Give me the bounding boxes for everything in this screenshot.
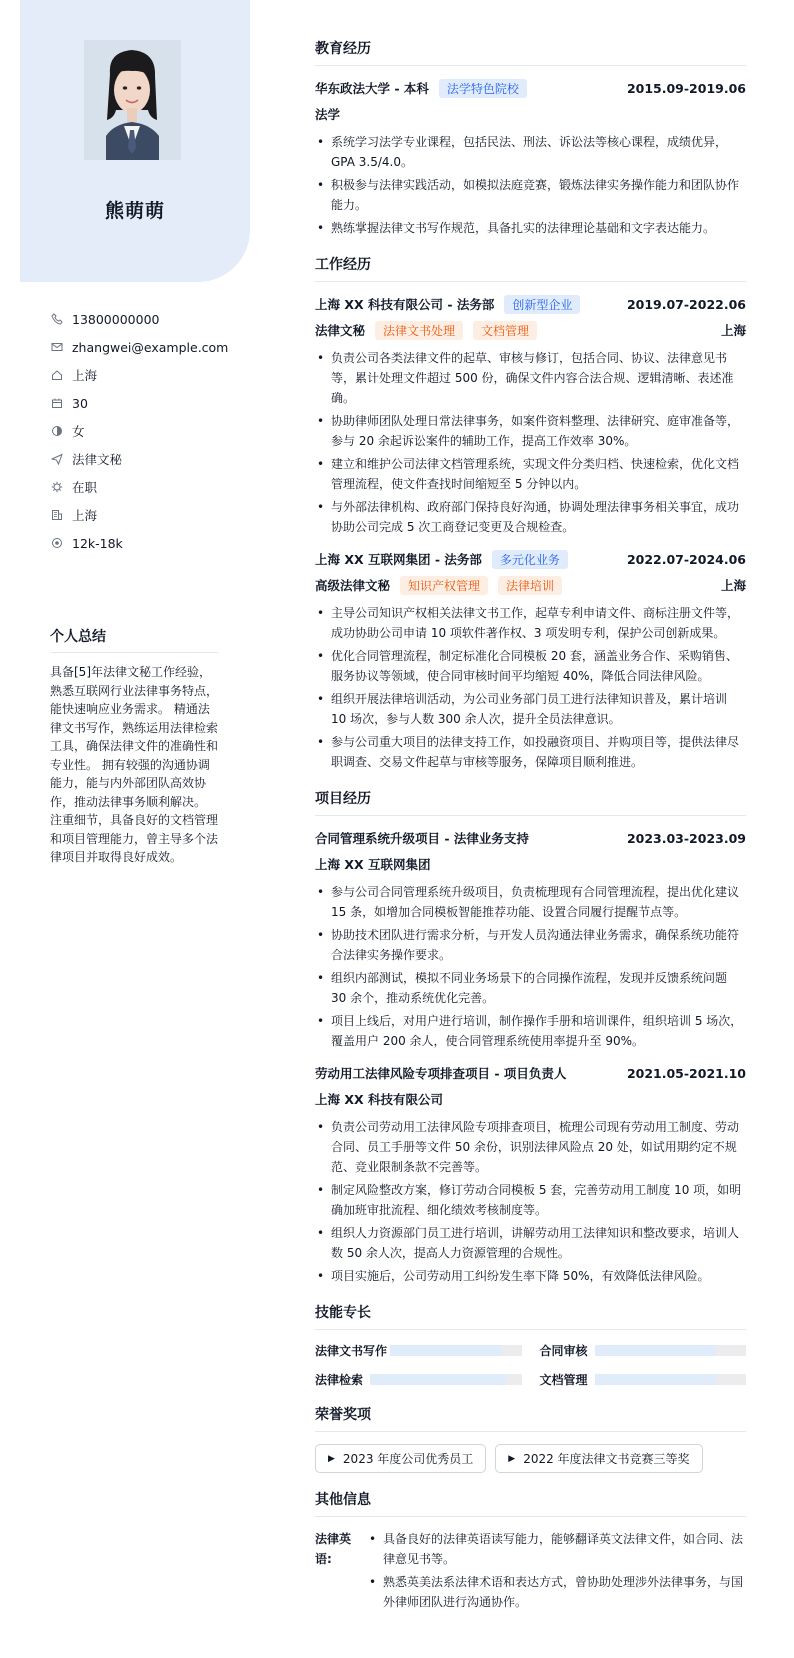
summary-section bbox=[50, 626, 218, 867]
list-item: • 负责公司各类法律文件的起草、审核与修订，包括合同、协议、法律意见书等，累计处理文件超过 500 份，确保文件内容合法合规、逻辑清晰、表述准确。 bbox=[315, 348, 746, 408]
projects-section bbox=[315, 788, 746, 1286]
list-item: • 具备良好的法律英语读写能力，能够翻译英文法律文件，如合同、法律意见书等。 bbox=[367, 1529, 746, 1569]
phone-icon bbox=[50, 312, 64, 326]
other-section bbox=[315, 1489, 746, 1615]
skills-section bbox=[315, 1302, 746, 1388]
skill-item bbox=[540, 1371, 747, 1388]
summary-title: 个人总结 bbox=[50, 626, 218, 653]
education-header bbox=[315, 78, 746, 98]
awards-section bbox=[315, 1404, 746, 1473]
other-content bbox=[315, 1529, 746, 1615]
info-position-value: 法律文秘 bbox=[72, 452, 123, 467]
skill-name: 文档管理 bbox=[539, 1373, 588, 1387]
contact-info-list bbox=[50, 305, 228, 557]
list-item: • 熟练掌握法律文书写作规范，具备扎实的法律理论基础和文字表达能力。 bbox=[315, 218, 746, 238]
education-major: 法学 bbox=[315, 107, 341, 122]
skill-bar-fill bbox=[595, 1374, 716, 1385]
list-item: • 参与公司合同管理系统升级项目，负责梳理现有合同管理流程，提出优化建议 15 条，如增加合同模板智能推荐功能、设置合同履行提醒节点等。 bbox=[315, 882, 746, 922]
skill-item bbox=[315, 1371, 522, 1388]
send-icon bbox=[50, 452, 64, 466]
info-phone bbox=[50, 305, 228, 333]
project-org: 上海 XX 科技有限公司 bbox=[315, 1092, 443, 1107]
projects-title: 项目经历 bbox=[315, 788, 746, 816]
role-tag: 知识产权管理 bbox=[400, 576, 488, 595]
skill-bar bbox=[595, 1374, 747, 1385]
project-period: 2023.03-2023.09 bbox=[626, 830, 746, 846]
work-header bbox=[315, 549, 746, 569]
info-email bbox=[50, 333, 228, 361]
list-item: • 建立和维护公司法律文档管理系统，实现文件分类归档、快速检索，优化文档管理流程，使文件查找时间缩短至 5 分钟以内。 bbox=[315, 454, 746, 494]
work-role: 法律文秘 bbox=[315, 323, 366, 338]
list-item: • 主导公司知识产权相关法律文书工作，起草专利申请文件、商标注册文件等，成功协助公司申请 10 项软件著作权、3 项发明专利，保护公司创新成果。 bbox=[315, 603, 746, 643]
candidate-name: 熊萌萌 bbox=[104, 200, 165, 222]
project-bullets bbox=[315, 882, 746, 1051]
list-item: • 与外部法律机构、政府部门保持良好沟通，协调处理法律事务相关事宜，成功协助公司完成 5 次工商登记变更及合规检查。 bbox=[315, 497, 746, 537]
list-item: • 优化合同管理流程，制定标准化合同模板 20 套，涵盖业务合作、采购销售、服务协议等领域，使合同审核时间平均缩短 40%，降低合同法律风险。 bbox=[315, 646, 746, 686]
list-item: • 制定风险整改方案，修订劳动合同模板 5 套，完善劳动用工制度 10 项，如明确加班审批流程、细化绩效考核制度等。 bbox=[315, 1180, 746, 1220]
role-tag: 法律培训 bbox=[498, 576, 562, 595]
skill-name: 法律文书写作 bbox=[315, 1344, 388, 1358]
work-role-row bbox=[315, 320, 746, 340]
list-item: • 组织开展法律培训活动，为公司业务部门员工进行法律知识普及，累计培训 10 场次，参与人数 300 余人次，提升全员法律意识。 bbox=[315, 689, 746, 729]
skill-bar-fill bbox=[595, 1345, 716, 1356]
play-icon: ▶ bbox=[328, 1453, 335, 1464]
list-item: • 协助技术团队进行需求分析，与开发人员沟通法律业务需求，确保系统功能符合法律实务操作要求。 bbox=[315, 925, 746, 965]
info-target-city-value: 上海 bbox=[72, 508, 98, 523]
work-period: 2019.07-2022.06 bbox=[626, 296, 746, 312]
education-title: 教育经历 bbox=[315, 38, 746, 66]
role-tag: 文档管理 bbox=[473, 321, 537, 340]
award-label: 2023 年度公司优秀员工 bbox=[342, 1452, 474, 1466]
list-item: • 组织人力资源部门员工进行培训，讲解劳动用工法律知识和整改要求，培训人数 50 余人次，提高人力资源管理的合规性。 bbox=[315, 1223, 746, 1263]
work-title: 工作经历 bbox=[315, 254, 746, 282]
status-icon bbox=[50, 480, 64, 494]
skill-bar bbox=[390, 1345, 522, 1356]
project-name: 劳动用工法律风险专项排查项目 - 项目负责人 bbox=[315, 1066, 567, 1081]
project-header bbox=[315, 1063, 746, 1083]
education-section bbox=[315, 38, 746, 238]
building-icon bbox=[50, 508, 64, 522]
award-item bbox=[315, 1444, 486, 1473]
skill-name: 法律检索 bbox=[315, 1373, 364, 1387]
role-tag: 法律文书处理 bbox=[375, 321, 463, 340]
list-item: • 系统学习法学专业课程，包括民法、刑法、诉讼法等核心课程，成绩优异，GPA 3.5/4.0。 bbox=[315, 132, 746, 172]
info-age bbox=[50, 389, 228, 417]
education-period: 2015.09-2019.06 bbox=[626, 80, 746, 96]
skill-bar bbox=[595, 1345, 747, 1356]
work-bullets bbox=[315, 603, 746, 772]
project-name: 合同管理系统升级项目 - 法律业务支持 bbox=[315, 831, 529, 846]
skill-bar-fill bbox=[370, 1374, 506, 1385]
skill-name: 合同审核 bbox=[539, 1344, 588, 1358]
company-tag: 多元化业务 bbox=[492, 550, 568, 569]
work-bullets bbox=[315, 348, 746, 537]
info-city bbox=[50, 361, 228, 389]
info-age-value: 30 bbox=[72, 395, 88, 411]
skills-title: 技能专长 bbox=[315, 1302, 746, 1330]
education-bullets bbox=[315, 132, 746, 238]
work-section bbox=[315, 254, 746, 772]
work-entry bbox=[315, 294, 746, 537]
play-icon: ▶ bbox=[508, 1453, 516, 1464]
profile-card bbox=[20, 0, 250, 282]
home-icon bbox=[50, 368, 64, 382]
list-item: • 积极参与法律实践活动，如模拟法庭竞赛，锻炼法律实务操作能力和团队协作能力。 bbox=[315, 175, 746, 215]
info-email-value: zhangwei@example.com bbox=[72, 339, 229, 355]
award-label: 2022 年度法律文书竞赛三等奖 bbox=[523, 1452, 690, 1466]
info-salary bbox=[50, 529, 228, 557]
school-name: 华东政法大学 - 本科 bbox=[315, 81, 429, 96]
work-role: 高级法律文秘 bbox=[315, 578, 391, 593]
work-header bbox=[315, 294, 746, 314]
project-org-row bbox=[315, 854, 746, 874]
mail-icon bbox=[50, 340, 64, 354]
work-role-row bbox=[315, 575, 746, 595]
school-tag: 法学特色院校 bbox=[439, 79, 527, 98]
gender-icon bbox=[50, 424, 64, 438]
list-item: • 项目上线后，对用户进行培训，制作操作手册和培训课件，组织培训 5 场次，覆盖用户 200 余人，使合同管理系统使用率提升至 90%。 bbox=[315, 1011, 746, 1051]
project-org-row bbox=[315, 1089, 746, 1109]
project-header bbox=[315, 828, 746, 848]
project-org: 上海 XX 互联网集团 bbox=[315, 857, 431, 872]
info-phone-value: 13800000000 bbox=[72, 311, 160, 327]
salary-icon bbox=[50, 536, 64, 550]
summary-text: 具备[5]年法律文秘工作经验，熟悉互联网行业法律事务特点，能快速响应业务需求。 精通法律文书写作，熟练运用法律检索工具，确保法律文件的准确性和专业性。 拥有较强的沟通协调能力，能与内外部团队高效协作，推动法律事务顺利解决。 注重细节，具备良好的文档管理和项目管理能力，曾主导多个法律项目并取得良好成效。 bbox=[50, 665, 219, 864]
main-content bbox=[315, 38, 746, 1631]
info-status-value: 在职 bbox=[72, 480, 98, 495]
education-major-row bbox=[315, 104, 746, 124]
info-status bbox=[50, 473, 228, 501]
awards-title: 荣誉奖项 bbox=[315, 1404, 746, 1432]
project-entry bbox=[315, 828, 746, 1051]
company-name: 上海 XX 互联网集团 - 法务部 bbox=[315, 552, 482, 567]
skills-grid bbox=[315, 1342, 746, 1388]
skill-item bbox=[540, 1342, 747, 1359]
info-target-city bbox=[50, 501, 228, 529]
skill-bar-fill bbox=[390, 1345, 502, 1356]
award-item bbox=[495, 1444, 702, 1473]
work-location: 上海 bbox=[720, 578, 746, 593]
work-location: 上海 bbox=[720, 323, 746, 338]
skill-item bbox=[315, 1342, 522, 1359]
other-bullets bbox=[367, 1529, 746, 1615]
other-label: 法律英语: bbox=[315, 1532, 352, 1566]
sidebar bbox=[0, 0, 250, 1658]
calendar-icon bbox=[50, 396, 64, 410]
info-city-value: 上海 bbox=[72, 368, 98, 383]
company-name: 上海 XX 科技有限公司 - 法务部 bbox=[315, 297, 495, 312]
project-period: 2021.05-2021.10 bbox=[626, 1065, 746, 1081]
company-tag: 创新型企业 bbox=[504, 295, 580, 314]
project-bullets bbox=[315, 1117, 746, 1286]
profile-photo bbox=[84, 40, 181, 160]
project-entry bbox=[315, 1063, 746, 1286]
list-item: • 负责公司劳动用工法律风险专项排查项目，梳理公司现有劳动用工制度、劳动合同、员工手册等文件 50 余份，识别法律风险点 20 处，如试用期约定不规范、竞业限制条款不完善等。 bbox=[315, 1117, 746, 1177]
list-item: • 参与公司重大项目的法律支持工作，如投融资项目、并购项目等，提供法律尽职调查、交易文件起草与审核等服务，保障项目顺利推进。 bbox=[315, 732, 746, 772]
list-item: • 项目实施后，公司劳动用工纠纷发生率下降 50%，有效降低法律风险。 bbox=[315, 1266, 746, 1286]
info-position bbox=[50, 445, 228, 473]
other-title: 其他信息 bbox=[315, 1489, 746, 1517]
list-item: • 熟悉英美法系法律术语和表达方式，曾协助处理涉外法律事务，与国外律师团队进行沟通协作。 bbox=[367, 1572, 746, 1612]
list-item: • 协助律师团队处理日常法律事务，如案件资料整理、法律研究、庭审准备等，参与 20 余起诉讼案件的辅助工作，提高工作效率 30%。 bbox=[315, 411, 746, 451]
list-item: • 组织内部测试，模拟不同业务场景下的合同操作流程，发现并反馈系统问题 30 余个，推动系统优化完善。 bbox=[315, 968, 746, 1008]
info-gender bbox=[50, 417, 228, 445]
work-entry bbox=[315, 549, 746, 772]
info-gender-value: 女 bbox=[72, 424, 85, 439]
awards-list bbox=[315, 1444, 746, 1473]
skill-bar bbox=[370, 1374, 522, 1385]
info-salary-value: 12k-18k bbox=[72, 535, 123, 551]
work-period: 2022.07-2024.06 bbox=[626, 551, 746, 567]
